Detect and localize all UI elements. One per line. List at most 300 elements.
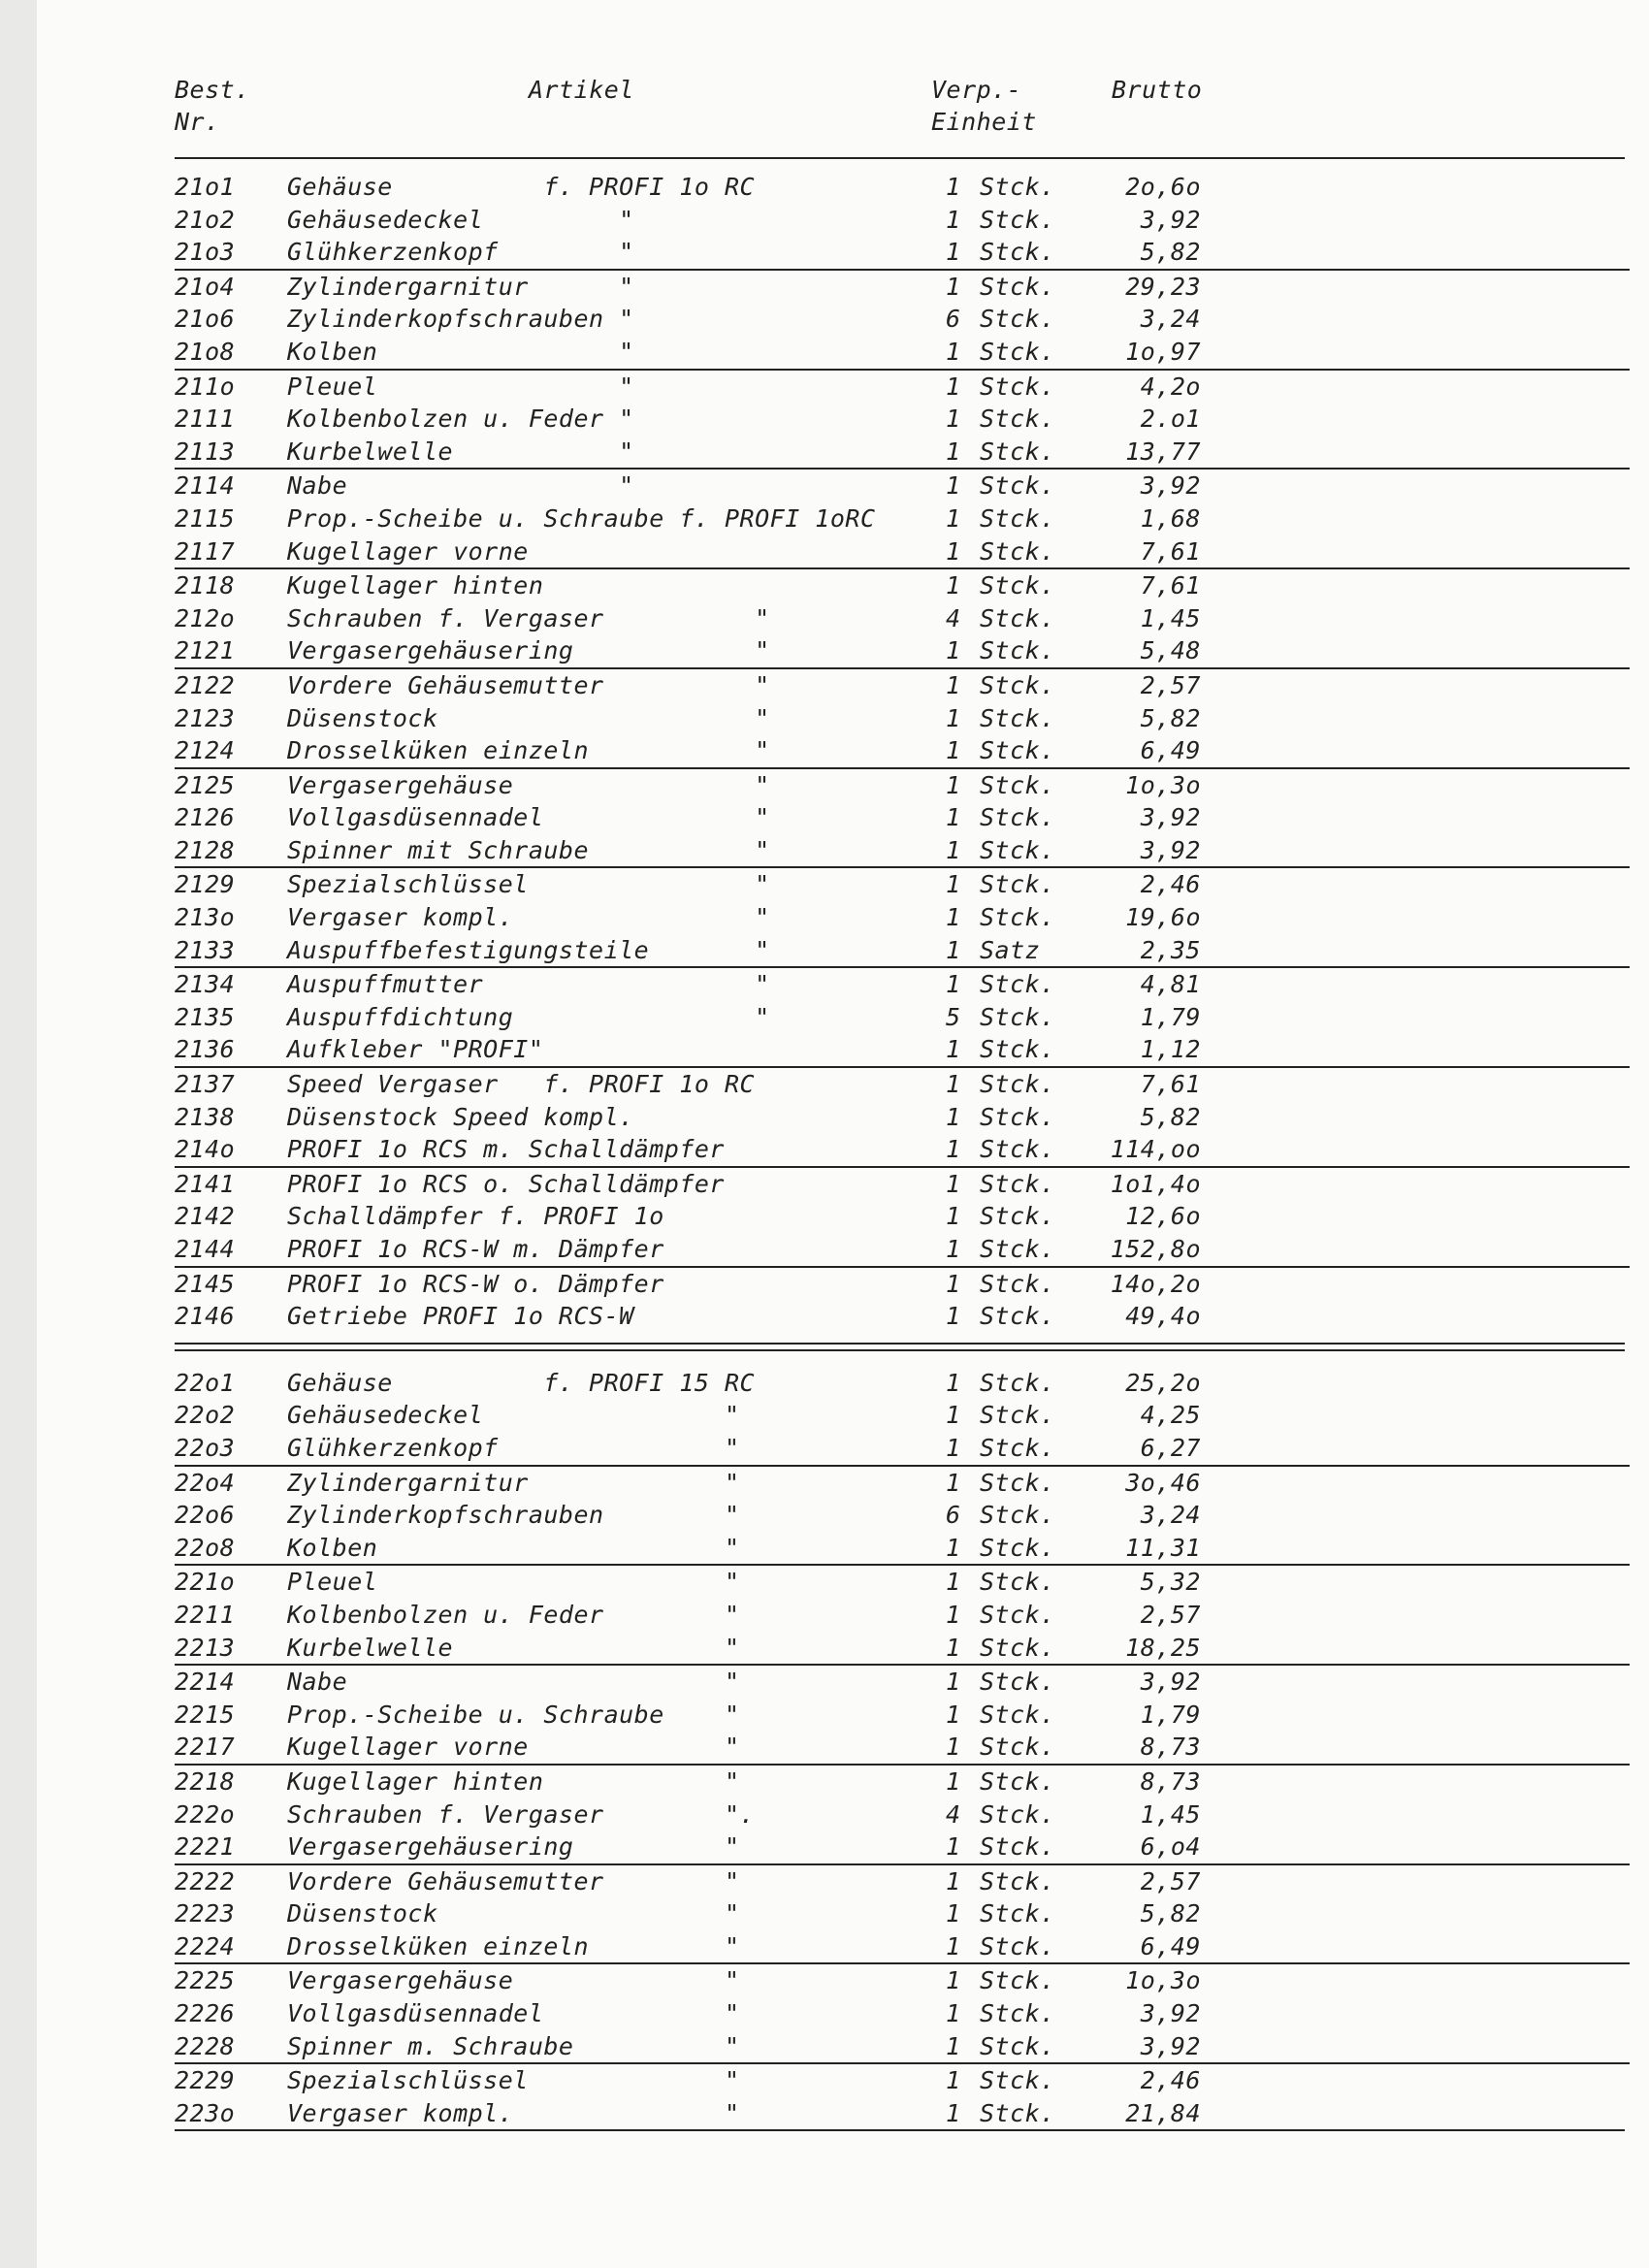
item-quantity: 6 — [946, 1501, 961, 1530]
item-article: Vordere Gehäusemutter " — [287, 670, 770, 699]
item-unit: Stck. — [980, 1866, 1055, 1895]
header-einheit: Einheit — [931, 108, 1037, 136]
item-number: 222o — [175, 1799, 236, 1829]
item-article: PROFI 1o RCS-W m. Dämpfer — [287, 1235, 664, 1263]
item-unit: Stck. — [980, 870, 1055, 899]
item-price: 1,79 — [1140, 1700, 1201, 1729]
table-row — [175, 734, 1630, 769]
item-price: 1,12 — [1140, 1035, 1201, 1064]
item-price: 2,57 — [1140, 670, 1201, 699]
item-quantity: 1 — [946, 405, 961, 434]
item-quantity: 1 — [946, 1633, 961, 1662]
item-quantity: 1 — [946, 970, 961, 999]
item-article: Drosselküken einzeln " — [287, 736, 770, 765]
item-unit: Stck. — [980, 636, 1055, 665]
table-row — [175, 470, 1630, 502]
item-article: Spezialschlüssel " — [287, 2066, 740, 2095]
table-row — [175, 1300, 1630, 1333]
item-quantity: 1 — [946, 803, 961, 832]
item-article: Kolben " — [287, 1533, 740, 1562]
item-number: 213o — [175, 903, 236, 932]
table-row — [175, 702, 1630, 735]
item-price: 2,35 — [1140, 935, 1201, 964]
item-price: 7,61 — [1140, 571, 1201, 600]
item-quantity: 1 — [946, 1700, 961, 1729]
item-quantity: 1 — [946, 1733, 961, 1762]
item-price: 2o,6o — [1125, 173, 1201, 201]
item-article: Gehäusedeckel " — [287, 1401, 740, 1430]
section-profi-15 — [175, 1367, 1630, 2130]
table-row — [175, 1399, 1630, 1432]
item-number: 2226 — [175, 1999, 236, 2028]
item-quantity: 1 — [946, 1433, 961, 1462]
item-article: Prop.-Scheibe u. Schraube f. PROFI 1oRC — [287, 503, 876, 533]
item-price: 4,25 — [1140, 1401, 1201, 1430]
item-unit: Stck. — [980, 1600, 1055, 1629]
table-row — [175, 271, 1630, 304]
table-row — [175, 1731, 1630, 1766]
table-row — [175, 171, 1630, 204]
item-unit: Stck. — [980, 571, 1055, 600]
item-number: 2228 — [175, 2031, 236, 2060]
item-number: 2221 — [175, 1832, 236, 1862]
table-row — [175, 1499, 1630, 1532]
item-number: 22o1 — [175, 1368, 236, 1397]
table-row — [175, 1997, 1630, 2030]
item-price: 3,24 — [1140, 1501, 1201, 1530]
item-price: 3,92 — [1140, 471, 1201, 501]
item-quantity: 1 — [946, 636, 961, 665]
item-quantity: 1 — [946, 703, 961, 732]
item-unit: Stck. — [980, 1102, 1055, 1131]
header-brutto: Brutto — [1112, 76, 1203, 104]
item-quantity: 1 — [946, 1368, 961, 1397]
item-number: 2126 — [175, 803, 236, 832]
item-quantity: 1 — [946, 1302, 961, 1331]
item-article: Vordere Gehäusemutter " — [287, 1866, 740, 1895]
item-price: 25,2o — [1125, 1368, 1201, 1397]
table-row — [175, 868, 1630, 901]
item-unit: Stck. — [980, 1766, 1055, 1796]
table-row — [175, 669, 1630, 702]
item-article: Schrauben f. Vergaser ". — [287, 1799, 756, 1829]
item-unit: Stck. — [980, 1999, 1055, 2028]
item-number: 2146 — [175, 1302, 236, 1331]
item-article: Vergasergehäusering " — [287, 1832, 740, 1862]
item-number: 2225 — [175, 1966, 236, 1995]
item-price: 3,92 — [1140, 1999, 1201, 2028]
item-number: 2214 — [175, 1668, 236, 1697]
item-unit: Stck. — [980, 603, 1055, 632]
item-quantity: 1 — [946, 536, 961, 566]
item-number: 2121 — [175, 636, 236, 665]
table-row — [175, 1133, 1630, 1168]
item-price: 114,oo — [1110, 1135, 1201, 1164]
item-unit: Stck. — [980, 1401, 1055, 1430]
item-quantity: 4 — [946, 603, 961, 632]
table-row — [175, 371, 1630, 404]
table-row — [175, 2030, 1630, 2065]
item-number: 22o4 — [175, 1468, 236, 1497]
table-row — [175, 801, 1630, 834]
table-row — [175, 569, 1630, 602]
table-row — [175, 901, 1630, 934]
item-quantity: 1 — [946, 205, 961, 234]
item-unit: Stck. — [980, 670, 1055, 699]
item-price: 8,73 — [1140, 1766, 1201, 1796]
item-article: Vollgasdüsennadel " — [287, 803, 770, 832]
item-number: 2145 — [175, 1269, 236, 1298]
item-number: 2115 — [175, 503, 236, 533]
table-row — [175, 1831, 1630, 1865]
item-number: 2137 — [175, 1070, 236, 1099]
item-price: 12,6o — [1125, 1202, 1201, 1231]
item-price: 14o,2o — [1110, 1269, 1201, 1298]
item-article: Kurbelwelle " — [287, 437, 634, 466]
table-row — [175, 236, 1630, 271]
item-price: 1o1,4o — [1110, 1169, 1201, 1198]
table-row — [175, 1798, 1630, 1831]
table-row — [175, 769, 1630, 802]
item-quantity: 1 — [946, 1533, 961, 1562]
item-number: 221o — [175, 1568, 236, 1597]
item-price: 4,81 — [1140, 970, 1201, 999]
table-row — [175, 1930, 1630, 1965]
table-row — [175, 204, 1630, 237]
item-number: 22o6 — [175, 1501, 236, 1530]
item-unit: Stck. — [980, 1135, 1055, 1164]
item-number: 2142 — [175, 1202, 236, 1231]
item-quantity: 1 — [946, 337, 961, 366]
item-price: 1,45 — [1140, 1799, 1201, 1829]
item-price: 7,61 — [1140, 1070, 1201, 1099]
item-quantity: 4 — [946, 1799, 961, 1829]
table-row — [175, 1897, 1630, 1930]
item-number: 21o1 — [175, 173, 236, 201]
item-unit: Stck. — [980, 1700, 1055, 1729]
item-price: 1,79 — [1140, 1002, 1201, 1031]
item-unit: Stck. — [980, 437, 1055, 466]
item-number: 2122 — [175, 670, 236, 699]
item-unit: Stck. — [980, 1733, 1055, 1762]
item-article: Drosselküken einzeln " — [287, 1931, 740, 1960]
item-article: Kugellager vorne — [287, 536, 529, 566]
table-row — [175, 1268, 1630, 1301]
item-quantity: 1 — [946, 1401, 961, 1430]
item-quantity: 1 — [946, 1866, 961, 1895]
item-number: 2111 — [175, 405, 236, 434]
table-row — [175, 1964, 1630, 1997]
price-list — [175, 74, 1630, 2131]
item-unit: Stck. — [980, 1169, 1055, 1198]
item-price: 3,92 — [1140, 1668, 1201, 1697]
item-quantity: 1 — [946, 1468, 961, 1497]
item-number: 2128 — [175, 835, 236, 864]
table-row — [175, 934, 1630, 969]
item-number: 22o8 — [175, 1533, 236, 1562]
item-unit: Stck. — [980, 405, 1055, 434]
item-price: 8,73 — [1140, 1733, 1201, 1762]
item-article: Zylinderkopfschrauben " — [287, 1501, 740, 1530]
item-price: 3,92 — [1140, 205, 1201, 234]
item-price: 5,48 — [1140, 636, 1201, 665]
item-quantity: 1 — [946, 437, 961, 466]
item-quantity: 1 — [946, 1269, 961, 1298]
item-article: Glühkerzenkopf " — [287, 1433, 740, 1462]
table-row — [175, 303, 1630, 336]
item-quantity: 1 — [946, 670, 961, 699]
table-row — [175, 1068, 1630, 1101]
item-price: 5,82 — [1140, 238, 1201, 267]
item-article: PROFI 1o RCS o. Schalldämpfer — [287, 1169, 725, 1198]
header-artikel: Artikel — [529, 76, 634, 104]
item-article: Kugellager vorne " — [287, 1733, 740, 1762]
item-quantity: 1 — [946, 835, 961, 864]
table-row — [175, 2097, 1630, 2130]
section-double-rule — [175, 1343, 1625, 1351]
item-price: 11,31 — [1125, 1533, 1201, 1562]
item-article: Kolbenbolzen u. Feder " — [287, 1600, 740, 1629]
item-number: 2123 — [175, 703, 236, 732]
item-article: Spezialschlüssel " — [287, 870, 770, 899]
item-article: Kugellager hinten — [287, 571, 544, 600]
item-article: Auspuffmutter " — [287, 970, 770, 999]
item-article: Nabe " — [287, 471, 634, 501]
item-price: 3,92 — [1140, 2031, 1201, 2060]
item-unit: Satz — [980, 935, 1041, 964]
item-article: Gehäuse f. PROFI 15 RC — [287, 1368, 756, 1397]
item-article: Pleuel " — [287, 372, 634, 401]
table-row — [175, 602, 1630, 635]
item-price: 29,23 — [1125, 272, 1201, 301]
item-article: PROFI 1o RCS-W o. Dämpfer — [287, 1269, 664, 1298]
table-row — [175, 336, 1630, 371]
item-unit: Stck. — [980, 1533, 1055, 1562]
item-quantity: 1 — [946, 272, 961, 301]
item-quantity: 1 — [946, 571, 961, 600]
item-number: 2223 — [175, 1899, 236, 1928]
item-article: Auspuffdichtung " — [287, 1002, 770, 1031]
item-quantity: 1 — [946, 1899, 961, 1928]
item-number: 2222 — [175, 1866, 236, 1895]
item-article: Vollgasdüsennadel " — [287, 1999, 740, 2028]
item-price: 6,49 — [1140, 1931, 1201, 1960]
item-number: 22o2 — [175, 1401, 236, 1430]
item-number: 211o — [175, 372, 236, 401]
item-unit: Stck. — [980, 2066, 1055, 2095]
item-number: 21o3 — [175, 238, 236, 267]
item-unit: Stck. — [980, 337, 1055, 366]
item-number: 2134 — [175, 970, 236, 999]
table-row — [175, 968, 1630, 1001]
header-rule — [175, 157, 1625, 159]
item-unit: Stck. — [980, 1633, 1055, 1662]
item-article: Speed Vergaser f. PROFI 1o RC — [287, 1070, 756, 1099]
item-price: 21,84 — [1125, 2098, 1201, 2127]
item-unit: Stck. — [980, 272, 1055, 301]
item-unit: Stck. — [980, 1501, 1055, 1530]
item-number: 21o8 — [175, 337, 236, 366]
item-quantity: 1 — [946, 1070, 961, 1099]
item-quantity: 1 — [946, 2098, 961, 2127]
item-number: 21o2 — [175, 205, 236, 234]
item-number: 2133 — [175, 935, 236, 964]
item-quantity: 1 — [946, 1832, 961, 1862]
table-row — [175, 502, 1630, 535]
item-article: Prop.-Scheibe u. Schraube " — [287, 1700, 740, 1729]
table-row — [175, 403, 1630, 436]
item-price: 6,27 — [1140, 1433, 1201, 1462]
item-article: Auspuffbefestigungsteile " — [287, 935, 770, 964]
item-price: 5,82 — [1140, 1102, 1201, 1131]
item-unit: Stck. — [980, 503, 1055, 533]
item-quantity: 1 — [946, 736, 961, 765]
item-article: Glühkerzenkopf " — [287, 238, 634, 267]
item-number: 2124 — [175, 736, 236, 765]
table-row — [175, 1233, 1630, 1268]
header-verp: Verp.- — [931, 76, 1022, 104]
item-article: Spinner mit Schraube " — [287, 835, 770, 864]
table-row — [175, 1367, 1630, 1400]
item-price: 4,2o — [1140, 372, 1201, 401]
item-quantity: 1 — [946, 903, 961, 932]
item-number: 2144 — [175, 1235, 236, 1263]
table-row — [175, 834, 1630, 869]
table-header — [175, 74, 1630, 149]
item-article: Zylindergarnitur " — [287, 1468, 740, 1497]
item-number: 2217 — [175, 1733, 236, 1762]
item-number: 2211 — [175, 1600, 236, 1629]
table-row — [175, 1200, 1630, 1233]
item-number: 2224 — [175, 1931, 236, 1960]
item-number: 2218 — [175, 1766, 236, 1796]
item-unit: Stck. — [980, 1568, 1055, 1597]
table-row — [175, 1101, 1630, 1134]
item-quantity: 1 — [946, 1766, 961, 1796]
item-unit: Stck. — [980, 1433, 1055, 1462]
table-row — [175, 1666, 1630, 1699]
item-quantity: 1 — [946, 1966, 961, 1995]
table-row — [175, 1766, 1630, 1798]
item-unit: Stck. — [980, 1302, 1055, 1331]
item-quantity: 1 — [946, 1135, 961, 1164]
item-unit: Stck. — [980, 1235, 1055, 1263]
item-price: 1o,3o — [1125, 1966, 1201, 1995]
table-row — [175, 1001, 1630, 1034]
item-quantity: 1 — [946, 1931, 961, 1960]
item-article: Getriebe PROFI 1o RCS-W — [287, 1302, 634, 1331]
item-number: 223o — [175, 2098, 236, 2127]
item-unit: Stck. — [980, 970, 1055, 999]
item-article: Aufkleber "PROFI" — [287, 1035, 544, 1064]
item-quantity: 1 — [946, 1035, 961, 1064]
table-row — [175, 1632, 1630, 1667]
header-best: Best. — [175, 76, 250, 104]
item-number: 2141 — [175, 1169, 236, 1198]
item-article: Gehäuse f. PROFI 1o RC — [287, 173, 756, 201]
item-article: Vergasergehäuse " — [287, 770, 770, 799]
item-unit: Stck. — [980, 736, 1055, 765]
item-unit: Stck. — [980, 205, 1055, 234]
item-article: Vergasergehäuse " — [287, 1966, 740, 1995]
header-nr: Nr. — [175, 108, 220, 136]
item-quantity: 5 — [946, 1002, 961, 1031]
item-quantity: 1 — [946, 1668, 961, 1697]
item-number: 2129 — [175, 870, 236, 899]
item-price: 2.o1 — [1140, 405, 1201, 434]
item-article: Kolben " — [287, 337, 634, 366]
item-unit: Stck. — [980, 1070, 1055, 1099]
table-row — [175, 1599, 1630, 1632]
item-article: Vergaser kompl. " — [287, 903, 770, 932]
item-article: Nabe " — [287, 1668, 740, 1697]
item-price: 1o,3o — [1125, 770, 1201, 799]
item-article: Zylinderkopfschrauben " — [287, 305, 634, 334]
item-quantity: 1 — [946, 372, 961, 401]
item-price: 3o,46 — [1125, 1468, 1201, 1497]
item-unit: Stck. — [980, 770, 1055, 799]
item-article: Düsenstock Speed kompl. — [287, 1102, 634, 1131]
item-price: 3,24 — [1140, 305, 1201, 334]
item-article: Spinner m. Schraube " — [287, 2031, 740, 2060]
item-quantity: 1 — [946, 238, 961, 267]
item-number: 2136 — [175, 1035, 236, 1064]
item-article: Gehäusedeckel " — [287, 205, 634, 234]
table-row — [175, 535, 1630, 570]
item-number: 2229 — [175, 2066, 236, 2095]
item-price: 6,49 — [1140, 736, 1201, 765]
item-article: Schrauben f. Vergaser " — [287, 603, 770, 632]
item-quantity: 1 — [946, 2031, 961, 2060]
item-number: 21o4 — [175, 272, 236, 301]
item-price: 49,4o — [1125, 1302, 1201, 1331]
item-article: Kurbelwelle " — [287, 1633, 740, 1662]
item-price: 1o,97 — [1125, 337, 1201, 366]
item-quantity: 1 — [946, 1102, 961, 1131]
item-number: 2114 — [175, 471, 236, 501]
table-row — [175, 1432, 1630, 1467]
item-number: 2117 — [175, 536, 236, 566]
item-price: 2,57 — [1140, 1600, 1201, 1629]
item-unit: Stck. — [980, 372, 1055, 401]
item-number: 2135 — [175, 1002, 236, 1031]
item-quantity: 1 — [946, 1202, 961, 1231]
item-price: 5,32 — [1140, 1568, 1201, 1597]
item-number: 22o3 — [175, 1433, 236, 1462]
item-unit: Stck. — [980, 1202, 1055, 1231]
item-unit: Stck. — [980, 238, 1055, 267]
item-price: 2,46 — [1140, 2066, 1201, 2095]
item-price: 7,61 — [1140, 536, 1201, 566]
item-number: 2215 — [175, 1700, 236, 1729]
item-quantity: 1 — [946, 1568, 961, 1597]
section-profi-10 — [175, 171, 1630, 1333]
item-unit: Stck. — [980, 173, 1055, 201]
item-number: 214o — [175, 1135, 236, 1164]
item-number: 2113 — [175, 437, 236, 466]
item-quantity: 1 — [946, 870, 961, 899]
item-price: 5,82 — [1140, 703, 1201, 732]
item-quantity: 6 — [946, 305, 961, 334]
item-price: 6,o4 — [1140, 1832, 1201, 1862]
item-article: Kugellager hinten " — [287, 1766, 740, 1796]
table-row — [175, 436, 1630, 470]
item-unit: Stck. — [980, 1035, 1055, 1064]
item-quantity: 1 — [946, 935, 961, 964]
item-unit: Stck. — [980, 1799, 1055, 1829]
item-article: Vergasergehäusering " — [287, 636, 770, 665]
table-row — [175, 1033, 1630, 1068]
